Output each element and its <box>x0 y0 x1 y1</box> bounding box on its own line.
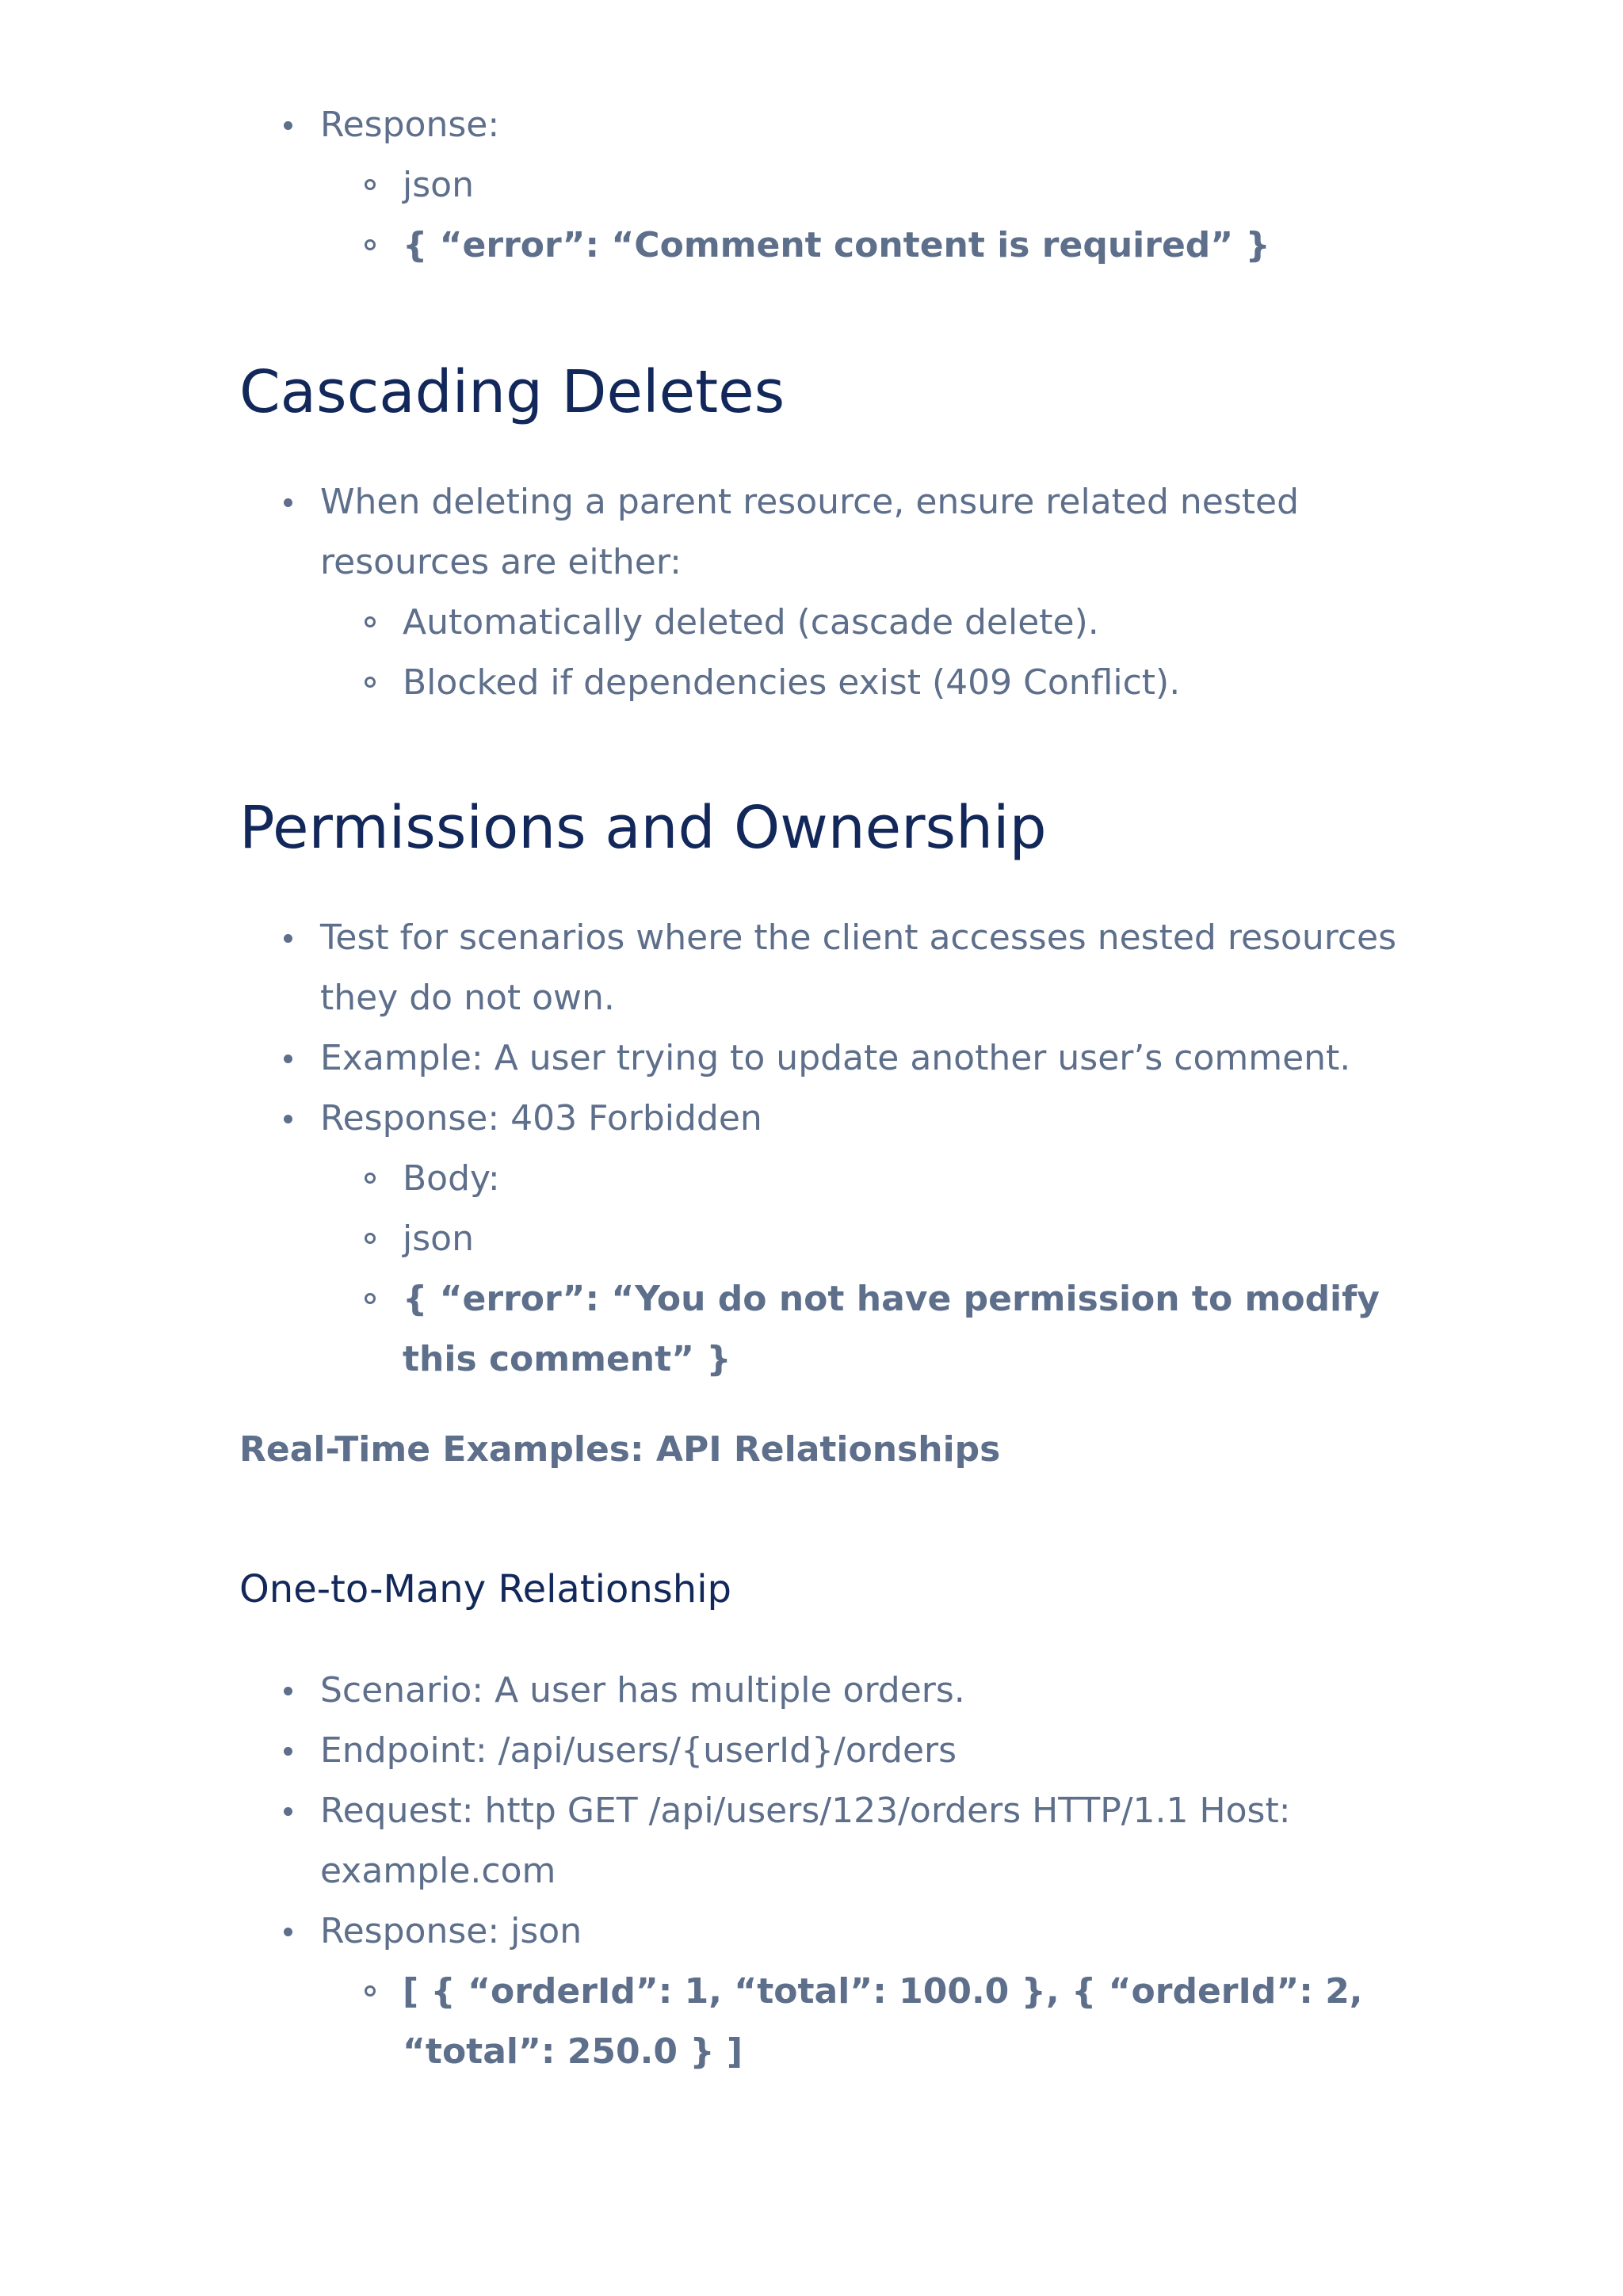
cascading-list <box>239 472 1341 713</box>
intro-sublist <box>320 155 1412 276</box>
code-item: [ { “orderId”: 1, “total”: 100.0 }, { “orderId”: 2, “total”: 250.0 } ] <box>320 1962 1365 2082</box>
list-item <box>239 1901 1365 2082</box>
list-item: json <box>320 1209 1412 1269</box>
permissions-list <box>239 908 1412 1390</box>
list-item: Example: A user trying to update another user’s comment. <box>239 1028 1412 1089</box>
permissions-heading: Permissions and Ownership <box>239 794 1047 862</box>
code-item: { “error”: “Comment content is required” } <box>320 215 1412 276</box>
list-item: Endpoint: /api/users/{userId}/orders <box>239 1721 1365 1781</box>
list-item: Blocked if dependencies exist (409 Conflict). <box>320 653 1341 713</box>
permissions-section <box>239 908 1412 1390</box>
intro-section <box>239 95 1412 276</box>
one-to-many-heading: One-to-Many Relationship <box>239 1567 732 1611</box>
list-item: Automatically deleted (cascade delete). <box>320 593 1341 653</box>
list-item: Request: http GET /api/users/123/orders HTTP/1.1 Host: example.com <box>239 1781 1365 1901</box>
list-item: Body: <box>320 1149 1412 1209</box>
cascading-heading: Cascading Deletes <box>239 358 785 426</box>
list-item: json <box>320 155 1412 215</box>
one-to-many-sublist <box>320 1962 1365 2082</box>
one-to-many-section <box>239 1661 1365 2082</box>
list-item: Scenario: A user has multiple orders. <box>239 1661 1365 1721</box>
cascading-section <box>239 472 1341 713</box>
list-item <box>239 95 1412 276</box>
realtime-heading: Real-Time Examples: API Relationships <box>239 1429 1001 1470</box>
response-label: Response: <box>320 105 500 145</box>
cascading-bullet-text: When deleting a parent resource, ensure related nested resources are either: <box>320 482 1300 582</box>
cascading-sublist <box>320 593 1341 713</box>
code-item: { “error”: “You do not have permission to modify this comment” } <box>320 1269 1412 1390</box>
list-item <box>239 1089 1412 1390</box>
response-status: Response: 403 Forbidden <box>320 1098 762 1138</box>
permissions-sublist <box>320 1149 1412 1390</box>
response-json-label: Response: json <box>320 1911 582 1951</box>
one-to-many-list <box>239 1661 1365 2082</box>
intro-list <box>239 95 1412 276</box>
list-item <box>239 472 1341 713</box>
list-item: Test for scenarios where the client accesses nested resources they do not own. <box>239 908 1412 1028</box>
